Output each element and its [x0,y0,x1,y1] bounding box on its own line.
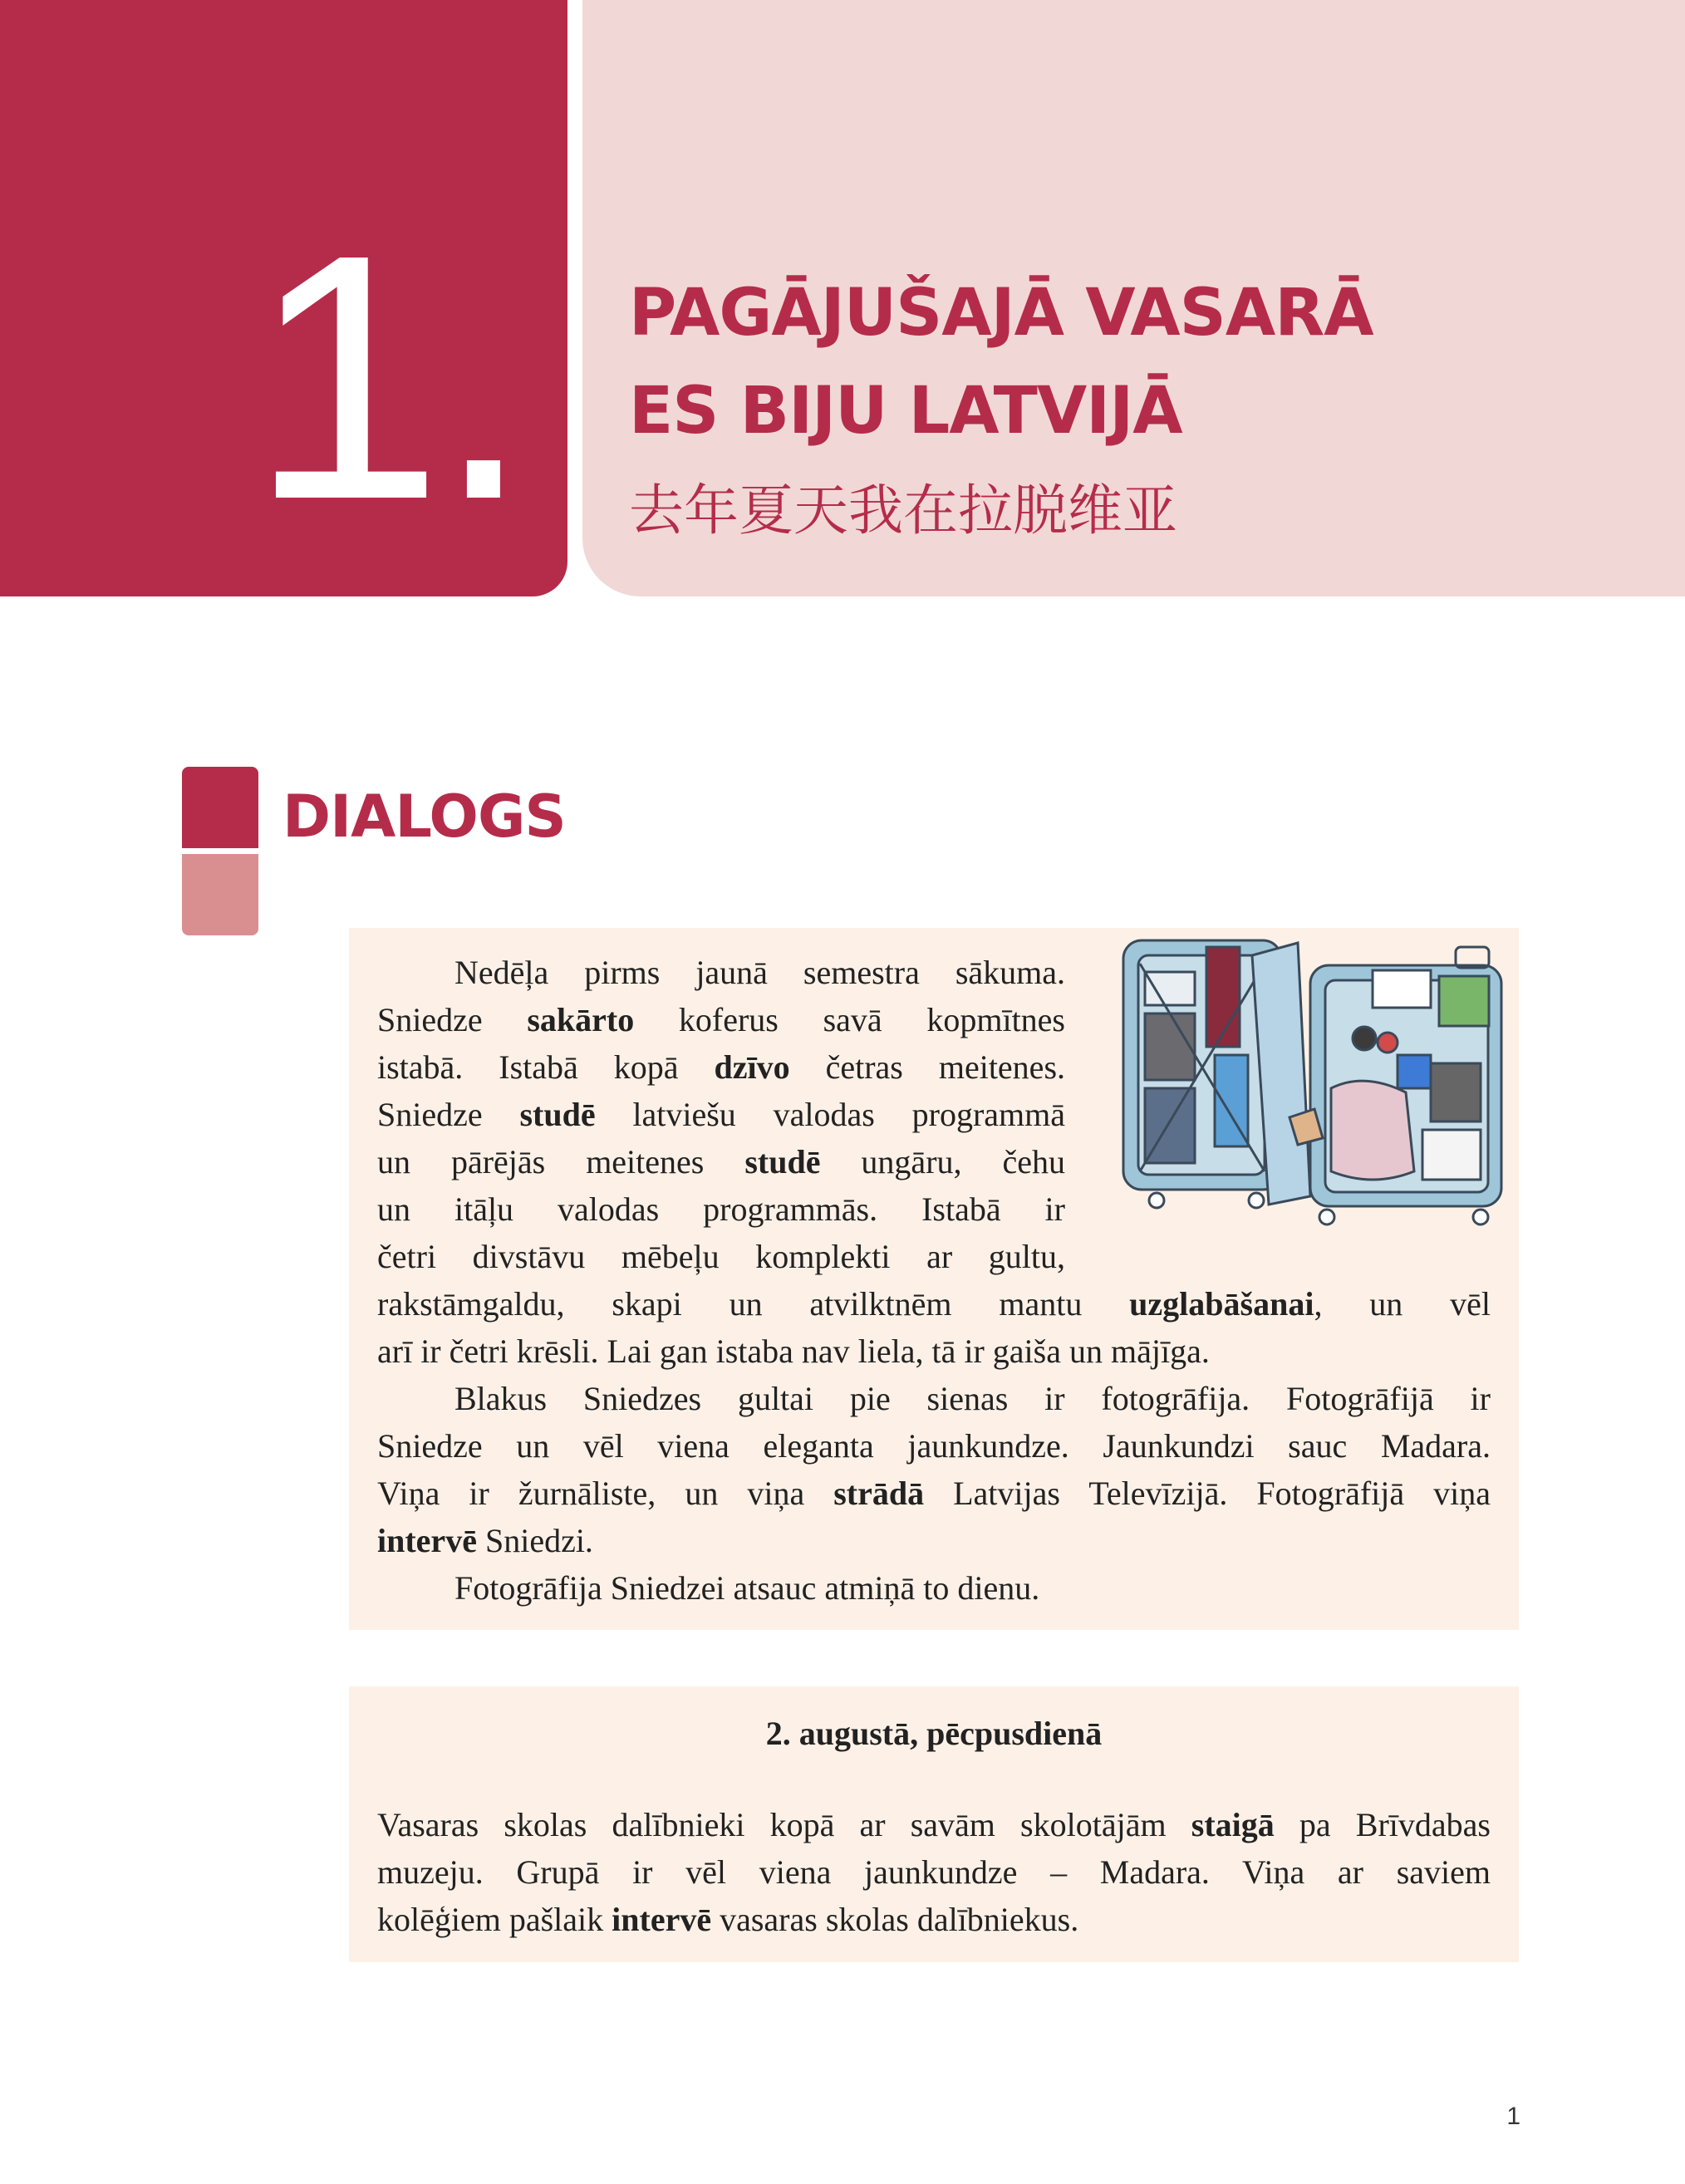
intro-paragraph-1-continued [377,1280,1491,1375]
bold-word: intervē [377,1522,477,1559]
text-line: Blakus Sniedzes gultai pie sienas ir fotogrāfija. Fotogrāfijā ir [454,1380,1491,1417]
text-line: Sniedze un vēl viena eleganta jaunkundze. Jaunkundzi sauc Madara. [377,1427,1491,1465]
bold-word: strādā [833,1475,925,1512]
text-line: Vasaras skolas dalībnieki kopā ar savām skolotājām staigā pa Brīvdabas [377,1806,1491,1843]
text-line: Sniedze sakārto koferus savā kopmītnes [377,1001,1065,1038]
chapter-title-line1: PAGĀJUŠAJĀ VASARĀ [629,276,1373,351]
section-marker-light [182,854,258,935]
text-line: Viņa ir žurnāliste, un viņa strādā Latvijas Televīzijā. Fotogrāfijā viņa [377,1475,1491,1512]
text-line: arī ir četri krēsli. Lai gan istaba nav liela, tā ir gaiša un mājīga. [377,1332,1210,1370]
text-line: un pārējās meitenes studē ungāru, čehu [377,1143,1065,1180]
chapter-title-line2: ES BIJU LATVIJĀ [629,374,1182,449]
chapter-number: 1. [249,183,524,572]
scene-date: 2. augustā, pēcpusdienā [765,1715,1103,1752]
intro-paragraph-2 [377,1375,1491,1564]
page-number: 1 [1506,2103,1520,2130]
bold-word: staigā [1191,1806,1275,1843]
intro-paragraph-1 [377,949,1065,1280]
text-line: un itāļu valodas programmās. Istabā ir [377,1190,1065,1228]
bold-word: dzīvo [714,1048,790,1086]
bold-word: sakārto [527,1001,635,1038]
chapter-subtitle: 去年夏天我在拉脱维亚 [629,479,1177,542]
text-line: Sniedze studē latviešu valodas programmā [377,1096,1065,1133]
text-line: istabā. Istabā kopā dzīvo četras meitenes. [377,1048,1066,1086]
section-title: DIALOGS [282,783,566,851]
text-line: muzeju. Grupā ir vēl viena jaunkundze – Madara. Viņa ar saviem [377,1853,1491,1891]
bold-word: uzglabāšanai [1129,1285,1314,1323]
text-line: kolēģiem pašlaik intervē vasaras skolas dalībniekus. [377,1901,1079,1938]
chapter-title [629,264,1651,460]
text-line: četri divstāvu mēbeļu komplekti ar gultu, [377,1238,1065,1275]
bold-word: studē [519,1096,596,1133]
intro-paragraph-3: Fotogrāfija Sniedzei atsauc atmiņā to dienu. [454,1569,1040,1607]
suitcase-illustration [1090,922,1522,1242]
section-marker-dark [182,767,258,848]
text-line: Nedēļa pirms jaunā semestra sākuma. [454,954,1065,991]
text-line: intervē Sniedzi. [377,1522,593,1559]
text-line: rakstāmgaldu, skapi un atvilktnēm mantu uzglabāšanai, un vēl [377,1285,1491,1323]
bold-word: studē [744,1143,821,1180]
bold-word: intervē [612,1901,712,1938]
scene-paragraph [377,1801,1491,1943]
